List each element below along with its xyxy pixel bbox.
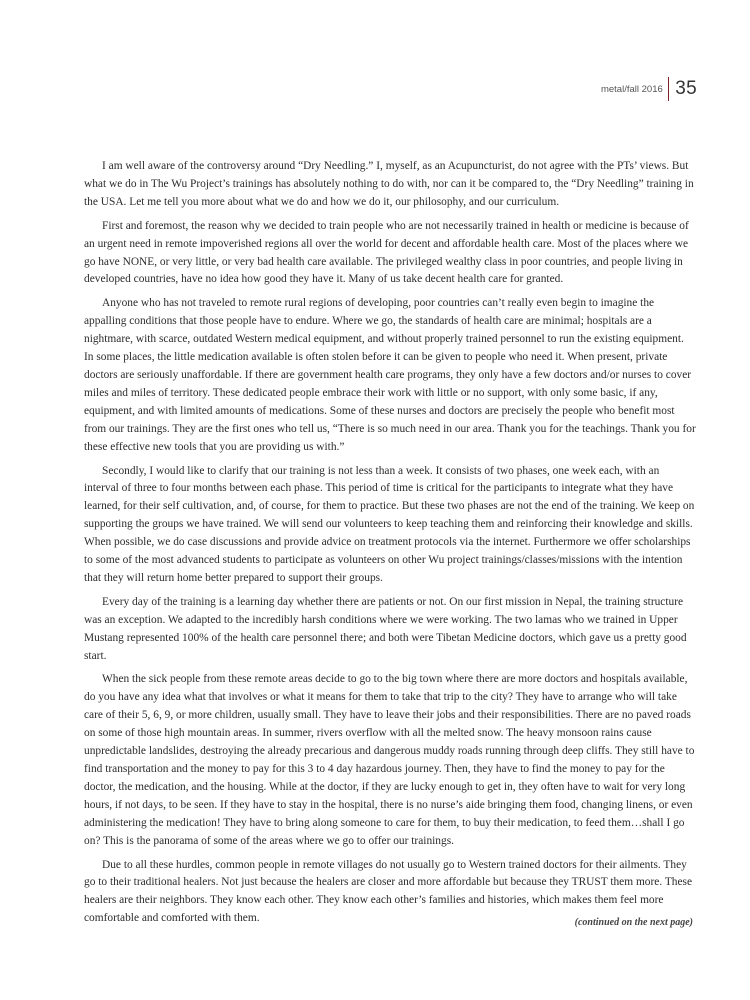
paragraph: First and foremost, the reason why we decided to train people who are not necessarily trained in health or medicine is because of an urgent need in remote impoverished regions all over the world for decent and affordable health care. Most of the places where we go have NONE, or very little, or very bad health care available. The privileged wealthy class in poor countries, and people living in developed countries, have no idea how good they have it. Many of us take decent health care for granted. [84, 219, 689, 286]
paragraph: Secondly, I would like to clarify that our training is not less than a week. It consists of two phases, one week each, with an interval of three to four months between each phase. This period of time is critical for the participants to integrate what they have learned, for their self cultivation, and, of course, for them to practice. But these two phases are not the end of the training. We keep on supporting the groups we have trained. We will send our volunteers to keep teaching them and reinforcing their knowledge and skills. When possible, we do case discussions and provide advice on treatment protocols via the internet. Furthermore we offer scholarships to some of the most advanced students to participate as volunteers on other Wu project trainings/classes/missions with the intention that they will return home better prepared to support their groups. [84, 464, 695, 584]
issue-label: metal/fall 2016 [600, 83, 663, 95]
paragraph: I am well aware of the controversy around “Dry Needling.” I, myself, as an Acupuncturist, do not agree with the PTs’ views. But what we do in The Wu Project’s trainings has absolutely nothing to do with, nor can it be compared to, the “Dry Needling” training in the USA. Let me tell you more about what we do and how we do it, our philosophy, and our curriculum. [84, 160, 694, 208]
page-number: 35 [675, 78, 697, 99]
header-divider [668, 77, 670, 101]
paragraph: Every day of the training is a learning day whether there are patients or not. On our first mission in Nepal, the training structure was an exception. We adapted to the incredibly harsh conditions where we were working. The two lamas who we trained in Upper Mustang represented 100% of the health care personnel there; and both were Tibetan Medicine doctors, which gave us a pretty good start. [84, 595, 687, 662]
continued-note: (continued on the next page) [574, 917, 693, 928]
paragraph: Due to all these hurdles, common people in remote villages do not usually go to Western trained doctors for their ailments. They go to their traditional healers. Not just because the healers are closer and more affordable but because they TRUST them more. These healers are their neighbors. They know each other. They know each other’s families and histories, which makes them feel more comfortable and comforted with them. [84, 858, 693, 925]
paragraph: Anyone who has not traveled to remote rural regions of developing, poor countries can’t really even begin to imagine the appalling conditions that those people have to endure. Where we go, the standards of health care are minimal; hospitals are a nightmare, with scarce, outdated Western medical equipment, and without properly trained personnel to run the existing equipment. In some places, the little medication available is often stolen before it can be given to people who need it. When present, private doctors are seriously unaffordable. If there are government health care programs, they only have a few doctors and/or nurses to cover miles and miles of territory. These dedicated people embrace their work with little or no support, with only some basic, if any, equipment, and with limited amounts of medications. Some of these nurses and doctors are precisely the people who benefit most from our trainings. They are the first ones who tell us, “There is so much need in our area. Thank you for the teachings. Thank you for these effective new tools that you are providing us with.” [84, 297, 696, 453]
paragraph: When the sick people from these remote areas decide to go to the big town where there are more doctors and hospitals available, do you have any idea what that involves or what it means for them to take that trip to the city? They have to arrange who will take care of their 5, 6, 9, or more children, usually small. They have to leave their jobs and their responsibilities. There are no paved roads on some of those high mountain areas. In summer, rivers overflow with all the melted snow. The heavy monsoon rains cause unpredictable landslides, destroying the already precarious and dangerous muddy roads running through deep cliffs. They still have to find transportation and the money to pay for this 3 to 4 day hazardous journey. Then, they have to find the money to pay for the doctor, the medication, and the housing. While at the doctor, if they are lucky enough to get in, they often have to wait for very long hours, if not days, to be seen. If they have to stay in the hospital, there is no nurse’s aide bringing them food, changing linens, or even administering the medication! They have to bring along someone to care for them, to buy their medication, to feed them…shall I go on? This is the panorama of some of the areas where we go to offer our trainings. [84, 673, 695, 847]
page-header [601, 76, 697, 102]
article-body [84, 158, 696, 934]
